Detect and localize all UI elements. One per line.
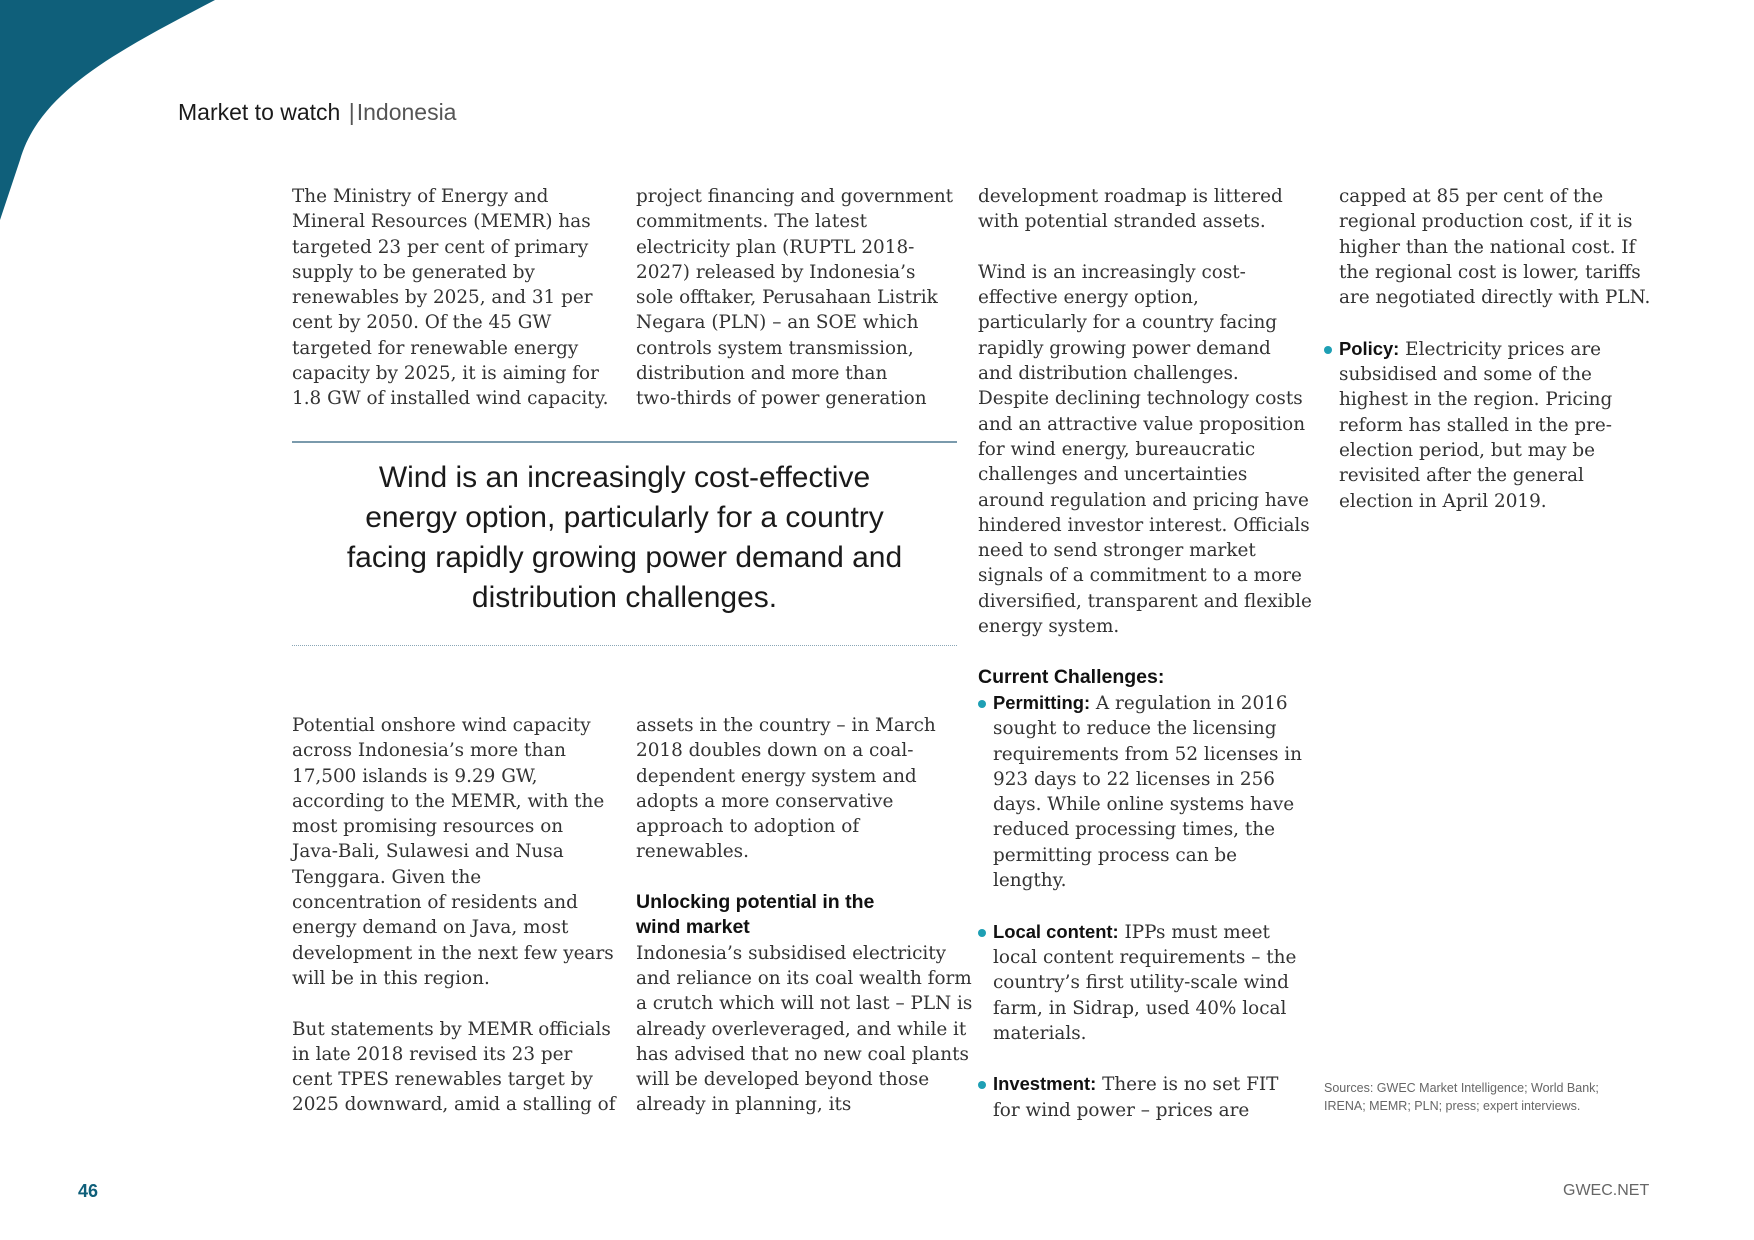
text-line: approach to adoption of [636,816,860,838]
text-line: Potential onshore wind capacity [292,715,591,736]
paragraph-gap [978,639,1312,664]
column-3 [978,184,1312,1123]
paragraph-gap [292,991,616,1016]
column-1-bottom [292,713,616,1118]
text-line: and distribution challenges. [978,363,1239,385]
text-line: in late 2018 revised its 23 per [292,1043,573,1065]
text-line: distribution and more than [636,363,888,385]
text-line: subsidised and some of the [1339,364,1592,386]
text-line: revisited after the general [1339,465,1584,487]
bullet-local-content [978,919,1312,945]
section-subtitle: Indonesia [356,99,457,125]
text-line: reduced processing times, the [993,819,1275,841]
bullet-label: Investment: [993,1073,1097,1095]
text-line: sought to reduce the licensing [993,718,1277,740]
text-line: sole offtaker, Perusahaan Listrik [636,287,938,309]
text-line: development in the next few years [292,942,614,964]
bullet-text: A regulation in 2016 [1090,692,1288,714]
text-line: concentration of residents and [292,892,578,914]
text-line: higher than the national cost. If [1339,236,1636,258]
text-line: supply to be generated by [292,261,535,283]
column-2-top [636,184,953,412]
text-line: The Ministry of Energy and [292,186,549,207]
pull-quote [292,458,957,618]
text-line: the regional cost is lower, tariffs [1339,261,1641,283]
text-line: development roadmap is littered [978,186,1283,207]
section-heading: Unlocking potential in the [636,891,875,914]
text-line: need to send stronger market [978,540,1256,562]
text-line: will be developed beyond those [636,1069,930,1091]
paragraph-gap [978,1046,1312,1071]
text-line: Java-Bali, Sulawesi and Nusa [292,841,564,863]
text-line: Despite declining technology costs [978,388,1303,410]
bullet-dot-icon [978,700,986,708]
text-line: permitting process can be [993,844,1238,866]
text-line: targeted for renewable energy [292,337,579,359]
paragraph-gap [978,893,1312,918]
text-line: country’s first utility-scale wind [993,972,1289,994]
text-line: cent by 2050. Of the 45 GW [292,312,552,334]
text-line: 17,500 islands is 9.29 GW, [292,765,538,787]
text-line: according to the MEMR, with the [292,790,605,812]
challenges-heading: Current Challenges: [978,665,1165,688]
text-line: and an attractive value proposition [978,413,1306,435]
page-number: 46 [78,1181,99,1201]
section-heading: wind market [636,916,750,939]
text-line: controls system transmission, [636,337,914,359]
paragraph-gap [978,235,1312,260]
bullet-text: Electricity prices are [1399,338,1602,360]
paragraph-gap [1324,310,1650,335]
text-line: days. While online systems have [993,794,1295,816]
text-line: capacity by 2025, it is aiming for [292,363,599,385]
text-line: dependent energy system and [636,765,917,787]
bullet-policy [1324,336,1650,362]
text-line: election period, but may be [1339,439,1595,461]
column-4 [1324,184,1650,514]
text-line: lengthy. [993,870,1067,892]
text-line: already in planning, its [636,1094,852,1116]
text-line: electricity plan (RUPTL 2018- [636,236,915,258]
text-line: rapidly growing power demand [978,337,1271,359]
bullet-dot-icon [978,929,986,937]
bullet-text: IPPs must meet [1118,921,1270,943]
text-line: Wind is an increasingly cost- [978,261,1246,283]
footer-website: GWEC.NET [1563,1182,1650,1199]
text-line: targeted 23 per cent of primary [292,236,589,258]
text-line: project financing and government [636,186,954,207]
sources-line: Sources: GWEC Market Intelligence; World Bank; [1324,1081,1599,1095]
text-line: 2025 downward, amid a stalling of [292,1094,616,1116]
text-line: challenges and uncertainties [978,464,1248,486]
bullet-dot-icon [978,1081,986,1089]
bullet-dot-icon [1324,346,1332,354]
column-1-top [292,184,609,412]
text-line: signals of a commitment to a more [978,565,1302,587]
text-line: 2027) released by Indonesia’s [636,261,916,283]
text-line: diversified, transparent and flexible [978,590,1312,612]
section-title: Market to watch [178,99,341,125]
text-line: cent TPES renewables target by [292,1069,593,1091]
bullet-investment [978,1071,1312,1097]
bullet-label: Policy: [1339,337,1400,359]
sources-line: IRENA; MEMR; PLN; press; expert interviews. [1324,1099,1581,1113]
text-line: a crutch which will not last – PLN is [636,993,973,1015]
text-line: Tenggara. Given the [292,866,482,888]
text-line: are negotiated directly with PLN. [1339,287,1651,309]
text-line: for wind power – prices are [993,1099,1250,1121]
text-line: hindered investor interest. Officials [978,514,1310,536]
text-line: assets in the country – in March [636,715,936,736]
quote-line: distribution challenges. [471,581,778,614]
text-line: energy demand on Java, most [292,917,569,939]
text-line: local content requirements – the [993,946,1297,968]
bullet-label: Local content: [993,920,1119,942]
column-2-bottom [636,713,972,1118]
quote-rule-bottom [292,645,957,646]
text-line: capped at 85 per cent of the [1339,186,1604,207]
text-line: energy system. [978,616,1120,638]
text-line: commitments. The latest [636,211,867,233]
quote-line: Wind is an increasingly cost-effective [378,461,871,494]
text-line: across Indonesia’s more than [292,740,567,762]
page-header [178,99,456,126]
text-line: most promising resources on [292,816,564,838]
text-line: and reliance on its coal wealth form [636,967,972,989]
text-line: regional production cost, if it is [1339,211,1633,233]
text-line: But statements by MEMR officials [292,1018,611,1040]
text-line: already overleveraged, and while it [636,1018,967,1040]
text-line: Indonesia’s subsidised electricity [636,942,947,964]
text-line: highest in the region. Pricing [1339,389,1613,411]
text-line: with potential stranded assets. [978,211,1266,233]
quote-line: energy option, particularly for a country [365,501,884,534]
quote-line: facing rapidly growing power demand and [346,541,903,574]
paragraph-gap [636,865,972,890]
text-line: two-thirds of power generation [636,388,927,410]
text-line: around regulation and pricing have [978,489,1309,511]
text-line: materials. [993,1022,1087,1044]
bullet-label: Permitting: [993,691,1091,713]
text-line: renewables. [636,841,749,863]
text-line: renewables by 2025, and 31 per [292,287,593,309]
text-line: reform has stalled in the pre- [1339,414,1612,436]
text-line: will be in this region. [292,967,490,989]
sources-note [1324,1079,1599,1115]
text-line: election in April 2019. [1339,490,1547,512]
text-line: has advised that no new coal plants [636,1043,969,1065]
bullet-text: There is no set FIT [1096,1074,1279,1096]
text-line: adopts a more conservative [636,790,894,812]
quote-rule-top [292,441,957,443]
bullet-permitting [978,690,1312,716]
text-line: 923 days to 22 licenses in 256 [993,768,1275,790]
text-line: particularly for a country facing [978,312,1278,334]
text-line: for wind energy, bureaucratic [978,438,1256,460]
text-line: Negara (PLN) – an SOE which [636,312,919,334]
text-line: requirements from 52 licenses in [993,743,1303,765]
text-line: farm, in Sidrap, used 40% local [993,997,1287,1019]
text-line: Mineral Resources (MEMR) has [292,211,591,233]
header-separator: | [348,99,355,125]
text-line: 2018 doubles down on a coal- [636,740,914,762]
text-line: 1.8 GW of installed wind capacity. [292,388,609,410]
text-line: effective energy option, [978,287,1199,309]
